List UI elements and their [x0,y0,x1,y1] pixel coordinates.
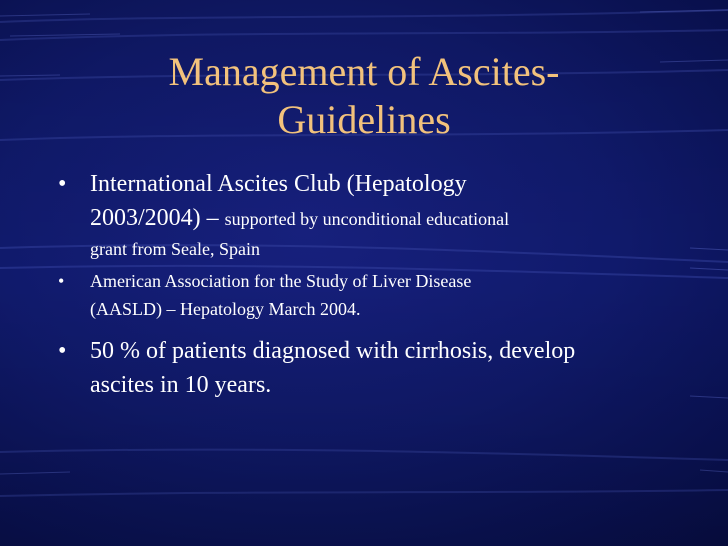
bullet-line: International Ascites Club (Hepatology [90,171,467,197]
bullet-line: American Association for the Study of Liver Disease [90,271,472,291]
bullet-text [90,267,678,323]
bullet-dot: • [58,338,67,364]
bullet-line-small: supported by unconditional educational [224,209,510,229]
bullet-list [58,167,678,402]
bullet-dot: • [58,171,67,197]
bullet-dot: • [58,271,65,291]
title-line-1: Management of Ascites- [168,49,560,94]
bullet-line: grant from Seale, Spain [90,239,260,259]
slide-title [60,48,668,144]
bullet-item-aasld [58,267,678,323]
bullet-line: ascites in 10 years. [90,372,272,398]
bullet-item-international-ascites-club [58,167,678,262]
bullet-line: (AASLD) – Hepatology March 2004. [90,299,361,319]
bullet-item-cirrhosis-statistic [58,334,678,402]
bullet-text [90,334,678,402]
bullet-line: 50 % of patients diagnosed with cirrhosis, develop [90,338,576,364]
bullet-text [90,167,678,262]
title-line-2: Guidelines [277,97,451,142]
bullet-line-main: 2003/2004) – [90,205,225,231]
